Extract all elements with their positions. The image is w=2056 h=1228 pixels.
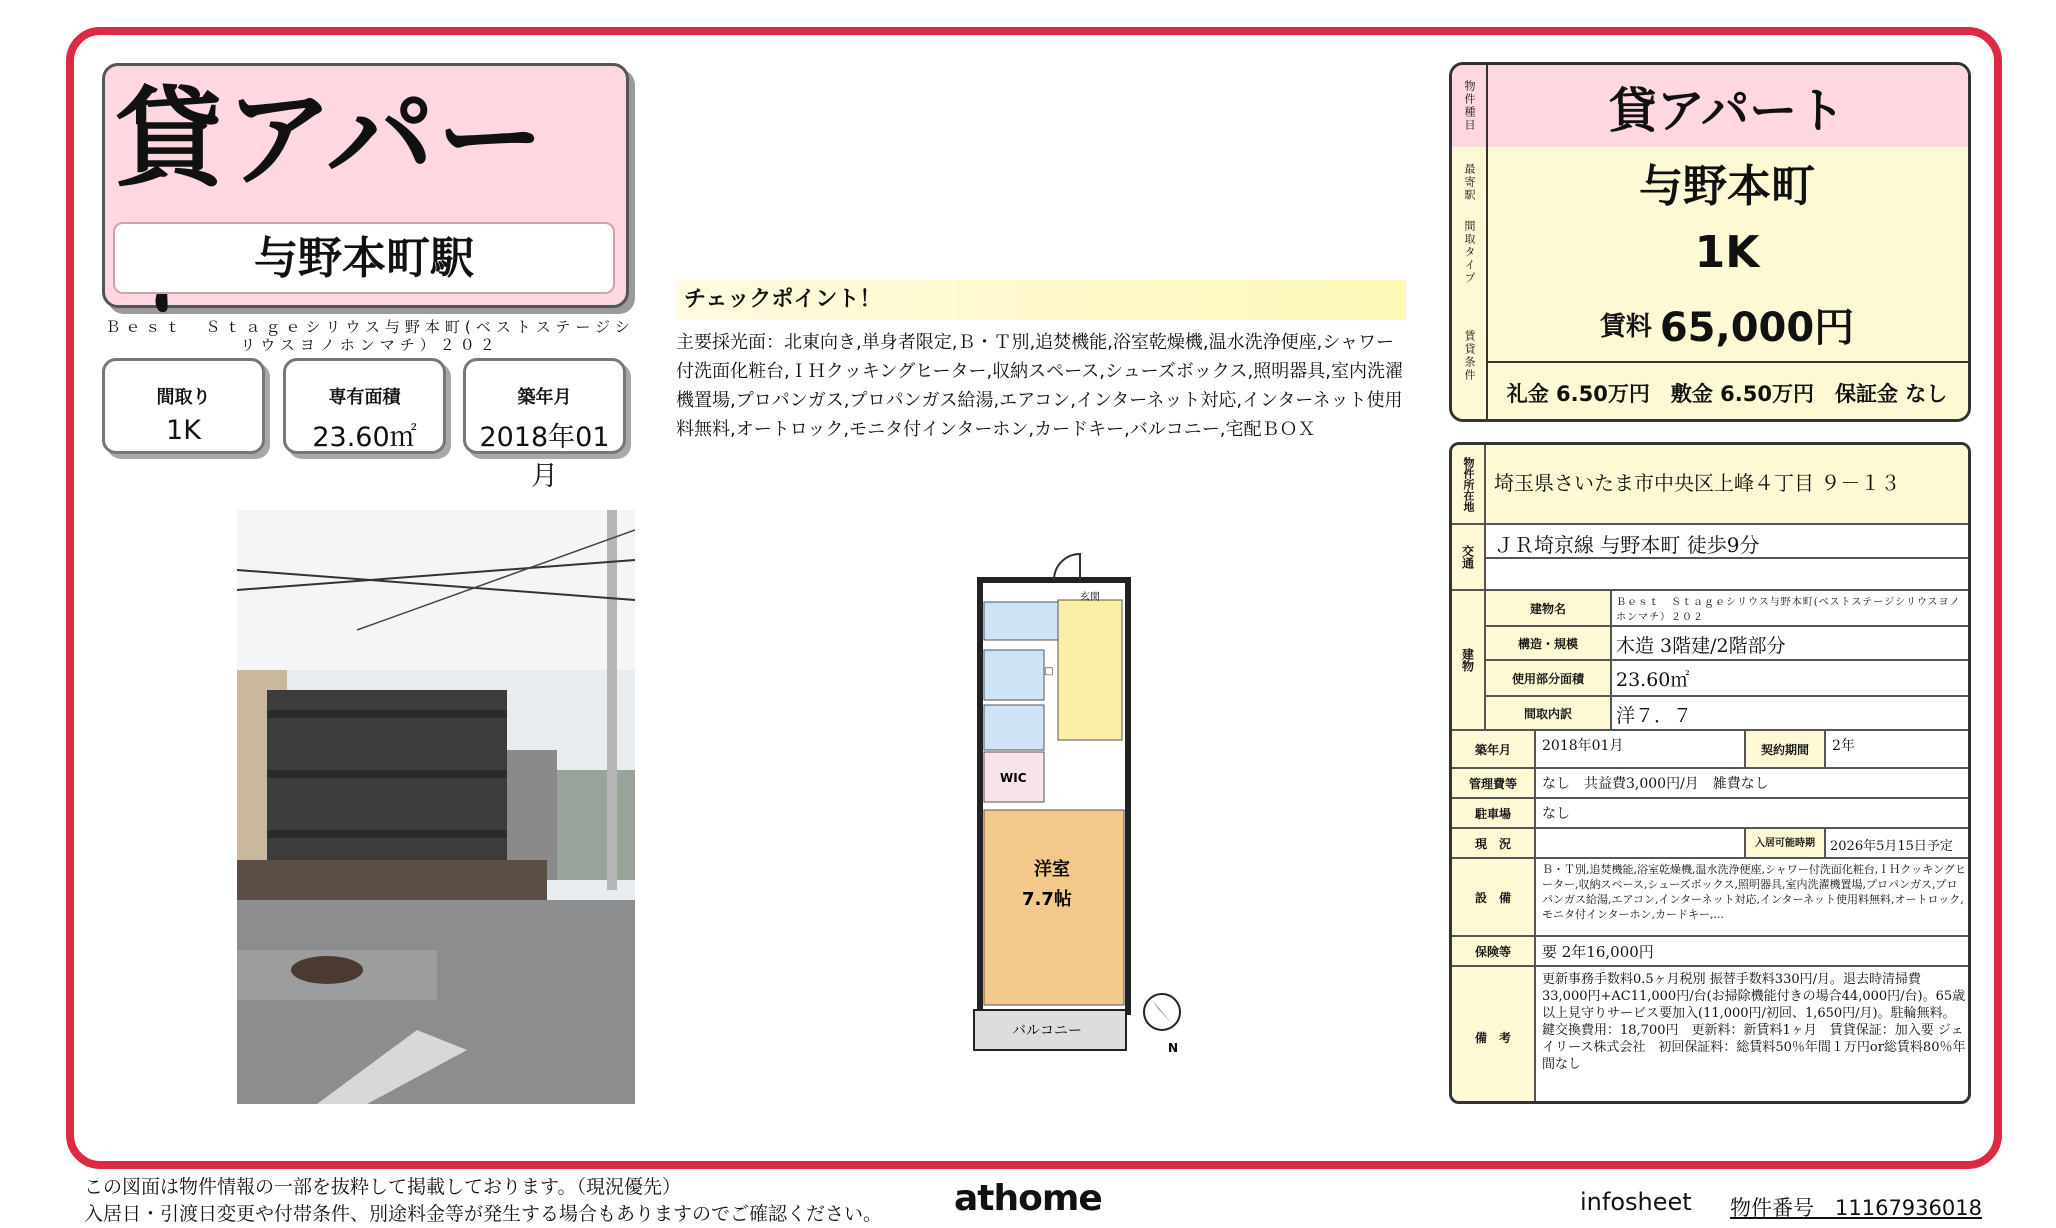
type-label: 物件種目 xyxy=(1452,65,1488,147)
mgmt-value: なし 共益費3,000円/月 雑費なし xyxy=(1536,769,1971,799)
room-breakdown-label: 間取内訳 xyxy=(1486,697,1612,731)
usage-label: 使用部分面積 xyxy=(1486,661,1612,697)
built-value: 2018年01月 xyxy=(479,422,610,492)
remarks-label: 備 考 xyxy=(1452,967,1536,1104)
area-box xyxy=(283,358,446,454)
parking-value: なし xyxy=(1536,799,1971,829)
infosheet-label: infosheet xyxy=(1580,1188,1692,1216)
station-label: 最寄駅 xyxy=(1452,147,1488,217)
transport-value: ＪＲ埼京線 与野本町 徒歩9分 xyxy=(1486,525,1971,559)
movein-value: 2026年5月15日予定 xyxy=(1826,829,1971,859)
summary-layout-row xyxy=(1452,217,1968,289)
terms-label: 賃貸条件 xyxy=(1452,287,1488,422)
summary-type-row xyxy=(1452,65,1968,149)
status-label: 現 況 xyxy=(1452,829,1536,859)
footer-line-1: この図面は物件情報の一部を抜粋して掲載しております。（現況優先） xyxy=(84,1176,681,1198)
transport-label: 交通 xyxy=(1452,525,1486,591)
status-value xyxy=(1536,829,1746,859)
built2-value: 2018年01月 xyxy=(1536,731,1746,769)
bname-value: Ｂｅｓｔ Ｓｔａｇｅシリウス与野本町(ベストステージシリウスヨノホンマチ）２０２ xyxy=(1612,591,1971,627)
station-name: 与野本町駅 xyxy=(113,222,615,294)
equip-label: 設 備 xyxy=(1452,859,1536,937)
room-size-label: 7.7帖 xyxy=(1022,889,1072,910)
wic-label: WIC xyxy=(1000,771,1027,785)
built-box xyxy=(463,358,626,492)
location-value: 埼玉県さいたま市中央区上峰４丁目 ９－１３ xyxy=(1486,445,1971,525)
movein-label: 入居可能時期 xyxy=(1746,829,1826,859)
footer-disclaimer xyxy=(84,1174,882,1228)
contract-value: 2年 xyxy=(1826,731,1971,769)
remarks-value: 更新事務手数料0.5ヶ月税別 振替手数料330円/月。退去時清掃費33,000円+AC11,000円/台(お掃除機能付きの場合44,000円/台)。65歳以上見守りサービス要加入(11,000円/初回、1,650円/月)。駐輪無料。 鍵交換費用：18,700円 更新料：新賃料1ヶ月 賃貸保証：加入要 ジェイリース株式会社 初回保証料：総賃料50％年間１万円or総賃料80％年間なし xyxy=(1536,967,1971,1104)
built2-label: 築年月 xyxy=(1452,731,1536,769)
type-value: 貸アパート xyxy=(1608,82,1846,139)
building-photo xyxy=(237,510,635,1104)
bname-label: 建物名 xyxy=(1486,591,1612,627)
property-type-title: 貸アパー xyxy=(115,76,547,202)
footer-line-2: 入居日・引渡日変更や付帯条件、別途料金等が発生する場合もありますのでご確認ください。 xyxy=(84,1203,883,1225)
deposits: 礼金 6.50万円 敷金 6.50万円 保証金 なし xyxy=(1506,382,1948,406)
equip-value: Ｂ・Ｔ別,追焚機能,浴室乾燥機,温水洗浄便座,シャワー付洗面化粧台,ＩＨクッキングヒーター,収納スペース,シューズボックス,照明器具,室内洗濯機置場,プロパンガス,プロパンガス給湯,エアコン,インターネット対応,インターネット使用料無料,オートロック,モニタ付インターホン,カードキー,... xyxy=(1536,859,1971,937)
transport-empty xyxy=(1486,559,1971,591)
mgmt-label: 管理費等 xyxy=(1452,769,1536,799)
station-value: 与野本町 xyxy=(1639,161,1815,212)
checkpoint-text: 主要採光面：北東向き,単身者限定,Ｂ・Ｔ別,追焚機能,浴室乾燥機,温水洗浄便座,シャワー付洗面化粧台,ＩＨクッキングヒーター,収納スペース,シューズボックス,照明器具,室内洗濯機置場,プロパンガス,プロパンガス給湯,エアコン,インターネット対応,インターネット使用料無料,オートロック,モニタ付インターホン,カードキー,バルコニー,宅配ＢＯＸ xyxy=(676,332,1404,440)
madori-box xyxy=(102,358,265,454)
insurance-label: 保険等 xyxy=(1452,937,1536,967)
parking-label: 駐車場 xyxy=(1452,799,1536,829)
property-detail-table xyxy=(1449,442,1971,1104)
madori-value: 1K xyxy=(166,415,201,446)
svg-text:□: □ xyxy=(1044,666,1054,677)
structure-label: 構造・規模 xyxy=(1486,627,1612,661)
rent-value: 65,000円 xyxy=(1659,304,1855,351)
usage-value: 23.60㎡ xyxy=(1612,661,1971,697)
insurance-value: 要 2年16,000円 xyxy=(1536,937,1971,967)
rent-cell xyxy=(1486,287,1968,363)
room-label: 洋室 xyxy=(1034,859,1070,880)
north-label: N xyxy=(1168,1041,1179,1055)
built-label: 築年月 xyxy=(517,387,572,408)
area-label: 専有面積 xyxy=(328,387,401,408)
structure-value: 木造 3階建/2階部分 xyxy=(1612,627,1971,661)
property-number: 物件番号 11167936018 xyxy=(1730,1196,1982,1220)
layout-label: 間取タイプ xyxy=(1452,217,1488,287)
balcony-label: バルコニー xyxy=(1012,1023,1082,1039)
athome-logo: athome xyxy=(954,1178,1102,1219)
building-name: Ｂｅｓｔ Ｓｔａｇｅシリウス与野本町(ベストステージシリウスヨノホンマチ）２０２ xyxy=(105,318,635,354)
location-label: 物件所在地 xyxy=(1452,445,1486,525)
summary-station-row xyxy=(1452,147,1968,219)
area-value: 23.60㎡ xyxy=(312,422,417,453)
rent-prefix: 賃料 xyxy=(1599,311,1652,342)
summary-terms-row xyxy=(1452,287,1968,422)
entrance-label: 玄関 xyxy=(1080,592,1100,603)
floor-plan xyxy=(972,540,1192,1060)
room-breakdown-value: 洋７．７ xyxy=(1612,697,1971,731)
layout-value: 1K xyxy=(1694,226,1760,278)
summary-table xyxy=(1449,62,1971,422)
building-label: 建物 xyxy=(1452,591,1486,731)
madori-label: 間取り xyxy=(156,387,211,408)
contract-label: 契約期間 xyxy=(1746,731,1826,769)
checkpoint-title: チェックポイント！ xyxy=(676,280,1406,320)
